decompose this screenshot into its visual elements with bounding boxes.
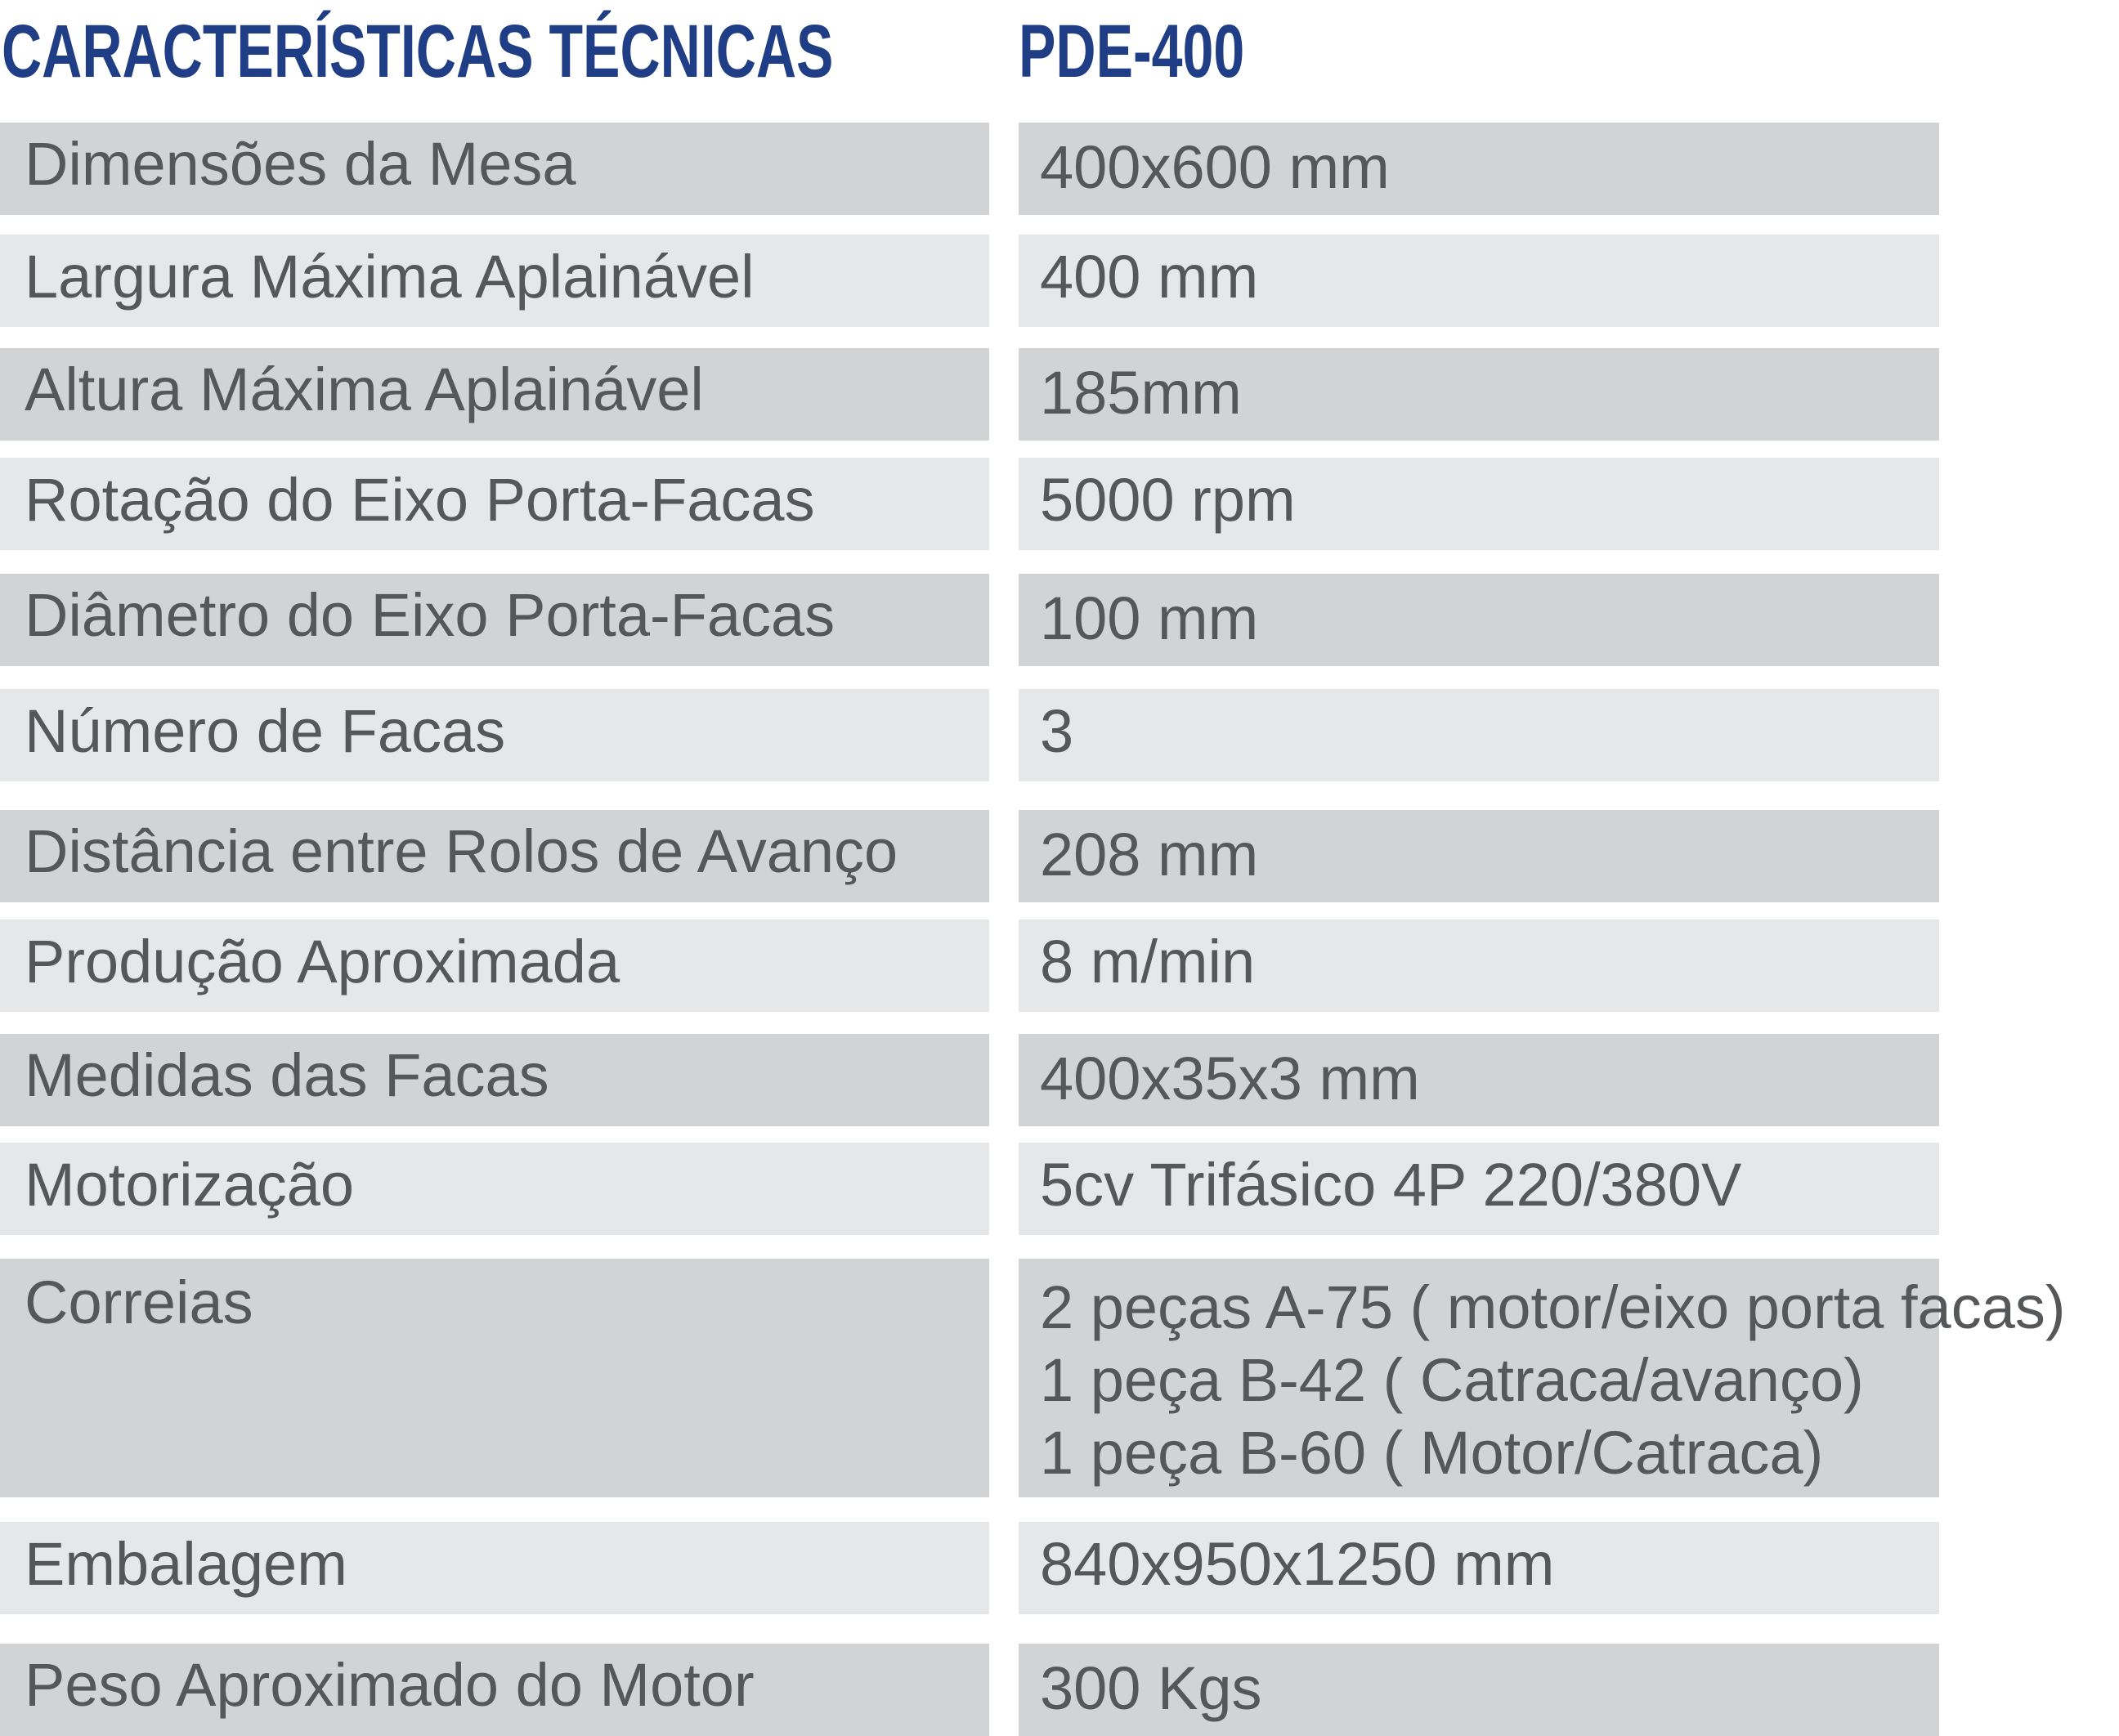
spec-label: Peso Aproximado do Motor [0, 1644, 989, 1736]
spec-label: Número de Facas [0, 689, 989, 781]
spec-label: Motorização [0, 1143, 989, 1235]
spec-value: 840x950x1250 mm [1019, 1522, 1939, 1614]
spec-value: 400x35x3 mm [1019, 1034, 1939, 1126]
spec-label: Correias [0, 1259, 989, 1497]
spec-value: 300 Kgs [1019, 1644, 1939, 1736]
spec-value: 3 [1019, 689, 1939, 781]
spec-label: Medidas das Facas [0, 1034, 989, 1126]
spec-value: 400 mm [1019, 235, 1939, 327]
spec-label: Rotação do Eixo Porta-Facas [0, 458, 989, 550]
spec-value: 100 mm [1019, 574, 1939, 666]
model-title: PDE-400 [1019, 10, 1245, 93]
spec-value: 5000 rpm [1019, 458, 1939, 550]
spec-value: 185mm [1019, 348, 1939, 441]
spec-label: Distância entre Rolos de Avanço [0, 810, 989, 902]
spec-label: Dimensões da Mesa [0, 123, 989, 215]
spec-value: 5cv Trifásico 4P 220/380V [1019, 1143, 1939, 1235]
spec-value: 2 peças A-75 ( motor/eixo porta facas) 1 peça B-42 ( Catraca/avanço) 1 peça B-60 ( Motor/Catraca) [1019, 1259, 1939, 1497]
spec-title: CARACTERÍSTICAS TÉCNICAS [2, 10, 834, 93]
spec-value: 400x600 mm [1019, 123, 1939, 215]
spec-label: Embalagem [0, 1522, 989, 1614]
spec-label: Diâmetro do Eixo Porta-Facas [0, 574, 989, 666]
spec-value: 8 m/min [1019, 919, 1939, 1012]
spec-value: 208 mm [1019, 810, 1939, 902]
spec-label: Produção Aproximada [0, 919, 989, 1012]
spec-label: Largura Máxima Aplainável [0, 235, 989, 327]
spec-label: Altura Máxima Aplainável [0, 348, 989, 441]
